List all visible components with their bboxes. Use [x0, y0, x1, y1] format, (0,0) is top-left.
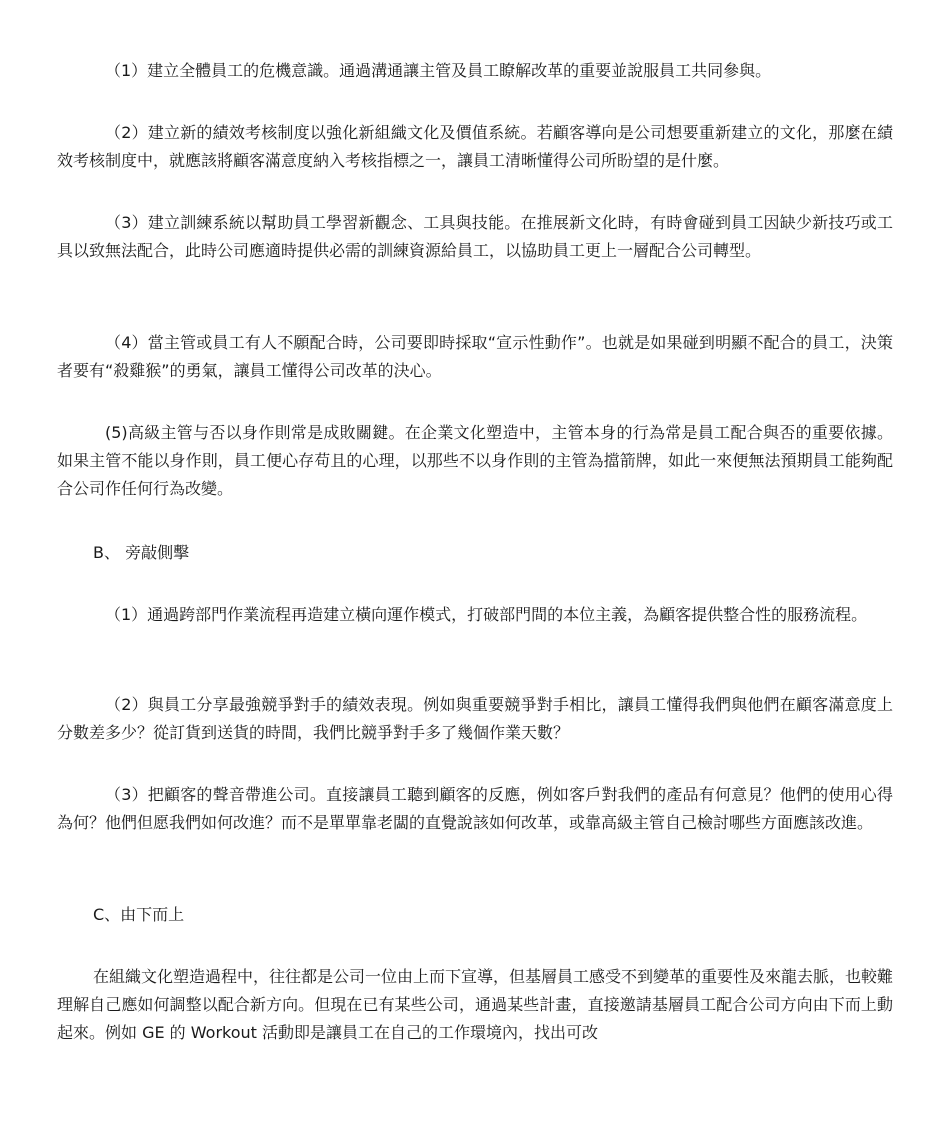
paragraph-1: （1）建立全體員工的危機意識。通過溝通讓主管及員工瞭解改革的重要並說服員工共同參與。 — [105, 61, 772, 80]
paragraph-4: （4）當主管或員工有人不願配合時，公司要即時採取“宣示性動作”。也就是如果碰到明顯不配合的員工，決策者要有“殺雞猴”的勇氣，讓員工懂得公司改革的決心。 — [57, 333, 893, 380]
paragraph-5: (5)高級主管与否以身作則常是成敗關鍵。在企業文化塑造中，主管本身的行為常是員工配合與否的重要依據。如果主管不能以身作則，員工便心存苟且的心理，以那些不以身作則的主管為擋箭牌，如此一來便無法預期員工能夠配合公司作任何行為改變。 — [57, 423, 893, 498]
paragraph-9: 在組織文化塑造過程中，往往都是公司一位由上而下宣導，但基層員工感受不到變革的重要性及來龍去脈，也較難理解自己應如何調整以配合新方向。但現在已有某些公司，通過某些計畫，直接邀請基層員工配合公司方向由下而上動起來。例如 GE 的 Workout 活動即是讓員工在自己的工作環境內，找出可改 — [57, 967, 894, 1042]
section-heading-c: C、由下而上 — [93, 905, 185, 924]
paragraph-2: （2）建立新的績效考核制度以強化新組織文化及價值系統。若顧客導向是公司想要重新建立的文化，那麼在績效考核制度中，就應該將顧客滿意度納入考核指標之一，讓員工清晰懂得公司所盼望的是什麼。 — [57, 123, 893, 170]
paragraph-6: （1）通過跨部門作業流程再造建立橫向運作模式，打破部門間的本位主義，為顧客提供整合性的服務流程。 — [105, 605, 868, 624]
paragraph-7: （2）與員工分享最強競爭對手的績效表現。例如與重要競爭對手相比，讓員工懂得我們與他們在顧客滿意度上分數差多少？從訂貨到送貨的時間，我們比競爭對手多了幾個作業天數？ — [57, 695, 893, 742]
paragraph-8: （3）把顧客的聲音帶進公司。直接讓員工聽到顧客的反應，例如客戶對我們的產品有何意見？他們的使用心得為何？他們但愿我們如何改進？而不是單單靠老闆的直覺說該如何改革，或靠高級主管自己檢討哪些方面應該改進。 — [57, 785, 893, 832]
paragraph-3: （3）建立訓練系統以幫助員工學習新觀念、工具與技能。在推展新文化時，有時會碰到員工因缺少新技巧或工具以致無法配合，此時公司應適時提供必需的訓練資源給員工，以協助員工更上一層配合公司轉型。 — [57, 213, 893, 260]
section-heading-b: B、 旁敲側擊 — [93, 543, 190, 562]
